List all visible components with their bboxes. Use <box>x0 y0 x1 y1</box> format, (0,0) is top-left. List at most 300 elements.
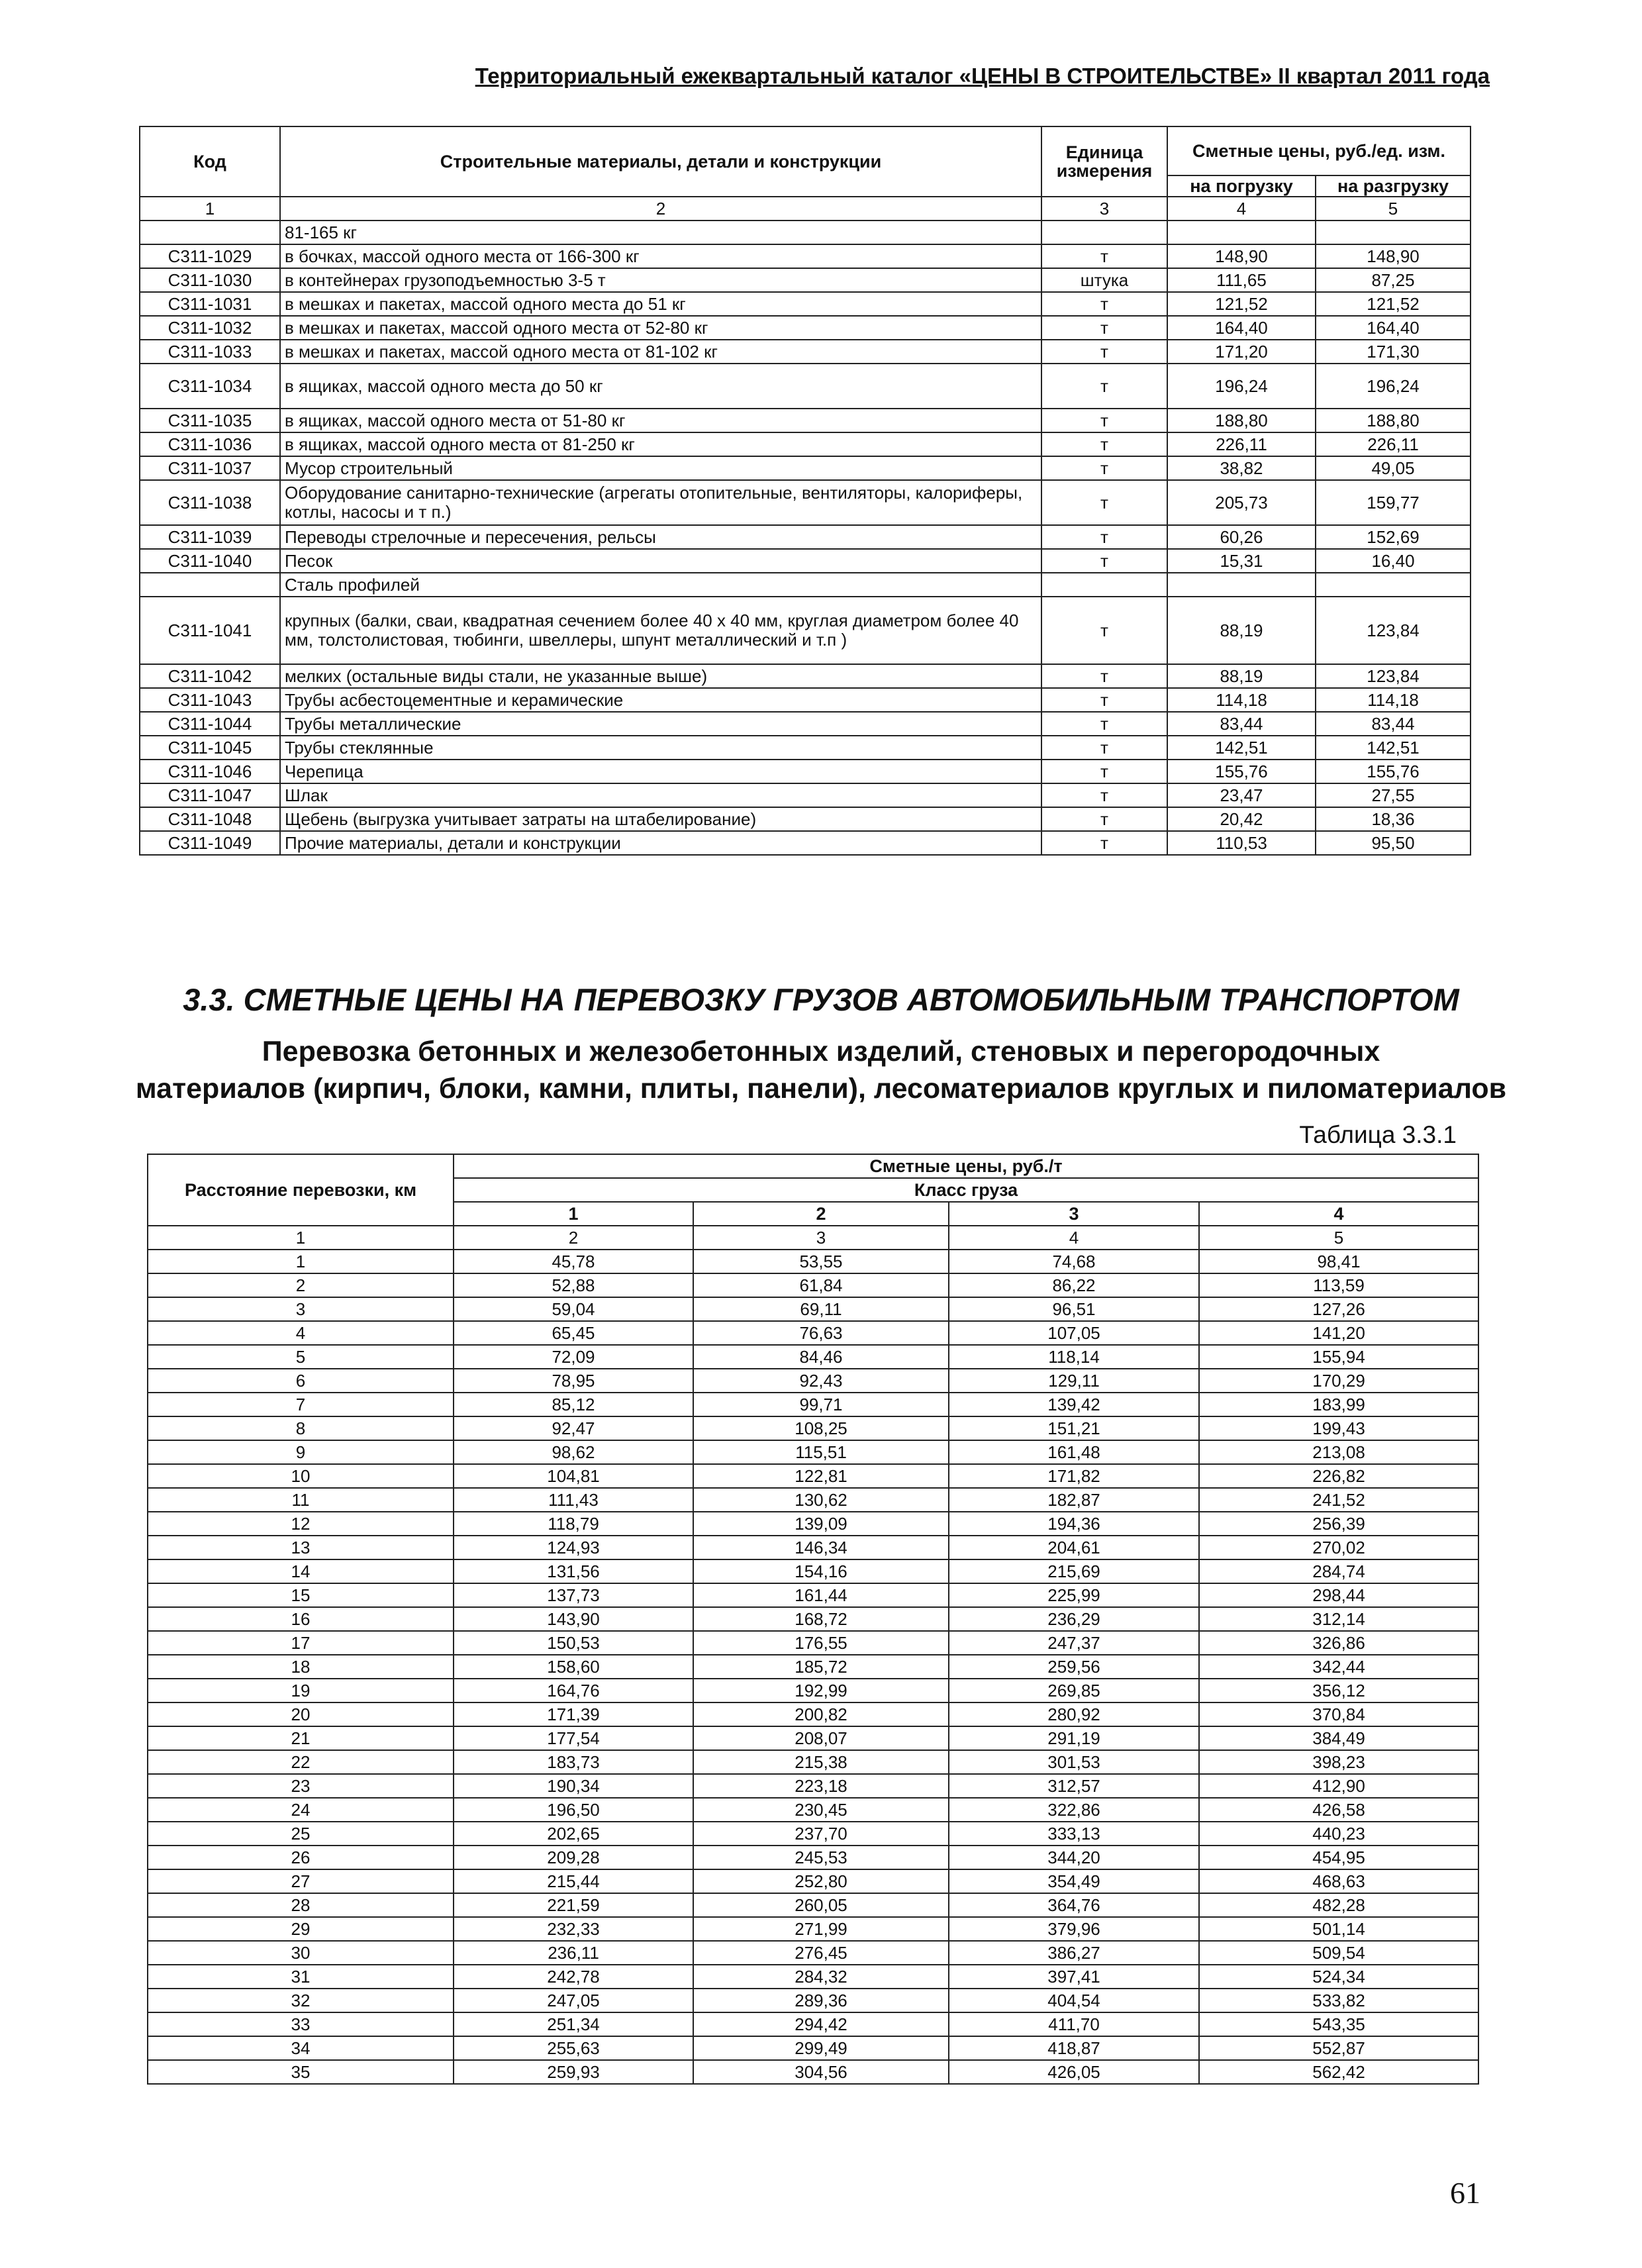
unloading-price: 164,40 <box>1316 316 1471 340</box>
price-class-4: 562,42 <box>1199 2060 1478 2084</box>
price-class-1: 111,43 <box>454 1488 693 1512</box>
price-class-2: 92,43 <box>693 1369 949 1393</box>
price-class-1: 177,54 <box>454 1726 693 1750</box>
price-class-3: 322,86 <box>949 1798 1199 1822</box>
price-class-1: 196,50 <box>454 1798 693 1822</box>
price-class-2: 192,99 <box>693 1679 949 1702</box>
price-class-4: 213,08 <box>1199 1440 1478 1464</box>
loading-price: 38,82 <box>1167 456 1316 480</box>
price-class-4: 326,86 <box>1199 1631 1478 1655</box>
material-name: в ящиках, массой одного места от 51-80 кг <box>280 409 1041 432</box>
distance-km: 11 <box>148 1488 454 1512</box>
page-number: 61 <box>1450 2176 1480 2210</box>
header-distance: Расстояние перевозки, км <box>148 1154 454 1226</box>
price-class-3: 204,61 <box>949 1536 1199 1559</box>
price-class-2: 260,05 <box>693 1893 949 1917</box>
price-class-2: 76,63 <box>693 1321 949 1345</box>
price-class-3: 129,11 <box>949 1369 1199 1393</box>
column-number-row <box>148 1226 1478 1250</box>
material-code: С311-1039 <box>140 525 280 549</box>
table-row <box>140 432 1471 456</box>
price-class-3: 312,57 <box>949 1774 1199 1798</box>
price-class-2: 154,16 <box>693 1559 949 1583</box>
cargo-class-number: 4 <box>1199 1202 1478 1226</box>
material-unit: т <box>1041 831 1167 855</box>
table-row <box>140 807 1471 831</box>
loading-price: 60,26 <box>1167 525 1316 549</box>
price-class-3: 379,96 <box>949 1917 1199 1941</box>
price-class-1: 78,95 <box>454 1369 693 1393</box>
cargo-class-number: 1 <box>454 1202 693 1226</box>
freight-table-body <box>148 1250 1478 2084</box>
table-row <box>148 1393 1478 1416</box>
price-class-3: 280,92 <box>949 1702 1199 1726</box>
material-unit: т <box>1041 316 1167 340</box>
table-row <box>148 2060 1478 2084</box>
price-class-3: 107,05 <box>949 1321 1199 1345</box>
material-unit: т <box>1041 480 1167 525</box>
price-class-4: 543,35 <box>1199 2012 1478 2036</box>
price-class-2: 223,18 <box>693 1774 949 1798</box>
unloading-price: 148,90 <box>1316 244 1471 268</box>
header-prices: Сметные цены, руб./ед. изм. <box>1167 126 1471 175</box>
table-row <box>148 1416 1478 1440</box>
price-class-1: 92,47 <box>454 1416 693 1440</box>
distance-km: 3 <box>148 1297 454 1321</box>
price-class-4: 170,29 <box>1199 1369 1478 1393</box>
price-class-2: 122,81 <box>693 1464 949 1488</box>
material-name: Шлак <box>280 783 1041 807</box>
table-row <box>140 549 1471 573</box>
column-number: 4 <box>949 1226 1199 1250</box>
price-class-3: 354,49 <box>949 1869 1199 1893</box>
table-row <box>140 783 1471 807</box>
price-class-4: 356,12 <box>1199 1679 1478 1702</box>
price-class-4: 241,52 <box>1199 1488 1478 1512</box>
material-name: Черепица <box>280 760 1041 783</box>
loading-price: 226,11 <box>1167 432 1316 456</box>
price-class-3: 194,36 <box>949 1512 1199 1536</box>
unloading-price <box>1316 221 1471 244</box>
cargo-class-number: 2 <box>693 1202 949 1226</box>
price-class-3: 171,82 <box>949 1464 1199 1488</box>
price-class-1: 104,81 <box>454 1464 693 1488</box>
price-class-1: 236,11 <box>454 1941 693 1965</box>
loading-price: 155,76 <box>1167 760 1316 783</box>
material-unit: т <box>1041 432 1167 456</box>
table-row <box>148 1798 1478 1822</box>
price-class-1: 85,12 <box>454 1393 693 1416</box>
distance-km: 33 <box>148 2012 454 2036</box>
price-class-4: 384,49 <box>1199 1726 1478 1750</box>
price-class-3: 418,87 <box>949 2036 1199 2060</box>
price-class-1: 52,88 <box>454 1273 693 1297</box>
material-code: С311-1033 <box>140 340 280 364</box>
price-class-1: 209,28 <box>454 1846 693 1869</box>
material-name: Трубы металлические <box>280 712 1041 736</box>
material-code: С311-1045 <box>140 736 280 760</box>
table-row <box>140 409 1471 432</box>
distance-km: 27 <box>148 1869 454 1893</box>
section-subtitle-line-2: материалов (кирпич, блоки, камни, плиты, панели), лесоматериалов круглых и пиломатериалов <box>135 1073 1507 1105</box>
unloading-price: 188,80 <box>1316 409 1471 432</box>
loading-price: 148,90 <box>1167 244 1316 268</box>
price-class-4: 298,44 <box>1199 1583 1478 1607</box>
price-class-1: 202,65 <box>454 1822 693 1846</box>
unloading-price: 196,24 <box>1316 364 1471 409</box>
material-code <box>140 221 280 244</box>
distance-km: 13 <box>148 1536 454 1559</box>
table-row <box>148 1822 1478 1846</box>
distance-km: 34 <box>148 2036 454 2060</box>
table-row <box>140 480 1471 525</box>
column-number: 2 <box>280 197 1041 221</box>
loading-price: 15,31 <box>1167 549 1316 573</box>
distance-km: 28 <box>148 1893 454 1917</box>
material-code: С311-1044 <box>140 712 280 736</box>
price-class-1: 137,73 <box>454 1583 693 1607</box>
price-class-2: 161,44 <box>693 1583 949 1607</box>
table-row <box>148 1750 1478 1774</box>
material-unit: т <box>1041 549 1167 573</box>
distance-km: 1 <box>148 1250 454 1273</box>
distance-km: 18 <box>148 1655 454 1679</box>
material-code: С311-1046 <box>140 760 280 783</box>
table-row <box>148 1250 1478 1273</box>
price-class-2: 245,53 <box>693 1846 949 1869</box>
loading-price: 83,44 <box>1167 712 1316 736</box>
table-row <box>148 1536 1478 1559</box>
table-row <box>148 1702 1478 1726</box>
distance-km: 10 <box>148 1464 454 1488</box>
section-subtitle <box>0 1033 1642 1107</box>
material-code: С311-1047 <box>140 783 280 807</box>
distance-km: 25 <box>148 1822 454 1846</box>
price-class-3: 397,41 <box>949 1965 1199 1989</box>
table-row <box>148 1989 1478 2012</box>
price-class-2: 200,82 <box>693 1702 949 1726</box>
price-class-2: 237,70 <box>693 1822 949 1846</box>
distance-km: 15 <box>148 1583 454 1607</box>
unloading-price: 87,25 <box>1316 268 1471 292</box>
section-subtitle-line-1: Перевозка бетонных и железобетонных изделий, стеновых и перегородочных <box>262 1036 1380 1067</box>
price-class-2: 230,45 <box>693 1798 949 1822</box>
material-code: С311-1042 <box>140 664 280 688</box>
price-class-3: 236,29 <box>949 1607 1199 1631</box>
material-unit: т <box>1041 712 1167 736</box>
table-row <box>148 1464 1478 1488</box>
table-row <box>148 1321 1478 1345</box>
price-class-3: 161,48 <box>949 1440 1199 1464</box>
material-code: С311-1048 <box>140 807 280 831</box>
unloading-price: 121,52 <box>1316 292 1471 316</box>
distance-km: 4 <box>148 1321 454 1345</box>
material-name: Трубы стеклянные <box>280 736 1041 760</box>
table-row <box>148 1893 1478 1917</box>
table-row <box>140 316 1471 340</box>
table-row <box>148 2012 1478 2036</box>
price-class-4: 454,95 <box>1199 1846 1478 1869</box>
material-code: С311-1040 <box>140 549 280 573</box>
loading-price: 171,20 <box>1167 340 1316 364</box>
price-class-1: 259,93 <box>454 2060 693 2084</box>
unloading-price: 95,50 <box>1316 831 1471 855</box>
column-number: 3 <box>693 1226 949 1250</box>
table-row <box>148 1965 1478 1989</box>
price-class-2: 215,38 <box>693 1750 949 1774</box>
price-class-1: 143,90 <box>454 1607 693 1631</box>
material-unit: т <box>1041 364 1167 409</box>
table-row <box>148 1583 1478 1607</box>
price-class-3: 139,42 <box>949 1393 1199 1416</box>
price-class-1: 150,53 <box>454 1631 693 1655</box>
price-class-3: 96,51 <box>949 1297 1199 1321</box>
price-class-4: 342,44 <box>1199 1655 1478 1679</box>
loading-price <box>1167 573 1316 597</box>
table-row <box>140 525 1471 549</box>
price-class-1: 221,59 <box>454 1893 693 1917</box>
unloading-price <box>1316 573 1471 597</box>
distance-km: 20 <box>148 1702 454 1726</box>
price-class-1: 190,34 <box>454 1774 693 1798</box>
material-code: С311-1034 <box>140 364 280 409</box>
table-row <box>140 573 1471 597</box>
price-class-1: 247,05 <box>454 1989 693 2012</box>
column-number: 1 <box>140 197 280 221</box>
loading-price: 205,73 <box>1167 480 1316 525</box>
material-name: Песок <box>280 549 1041 573</box>
price-class-1: 72,09 <box>454 1345 693 1369</box>
table-row <box>148 1512 1478 1536</box>
material-unit <box>1041 573 1167 597</box>
price-class-3: 386,27 <box>949 1941 1199 1965</box>
unloading-price: 114,18 <box>1316 688 1471 712</box>
loading-price <box>1167 221 1316 244</box>
price-class-4: 226,82 <box>1199 1464 1478 1488</box>
price-class-3: 74,68 <box>949 1250 1199 1273</box>
table-row <box>140 364 1471 409</box>
column-number: 4 <box>1167 197 1316 221</box>
loading-price: 88,19 <box>1167 664 1316 688</box>
table-row <box>140 712 1471 736</box>
table-row <box>148 1297 1478 1321</box>
price-class-4: 440,23 <box>1199 1822 1478 1846</box>
distance-km: 8 <box>148 1416 454 1440</box>
price-class-4: 552,87 <box>1199 2036 1478 2060</box>
distance-km: 12 <box>148 1512 454 1536</box>
material-code: С311-1036 <box>140 432 280 456</box>
price-class-1: 183,73 <box>454 1750 693 1774</box>
loading-price: 23,47 <box>1167 783 1316 807</box>
unloading-price: 155,76 <box>1316 760 1471 783</box>
material-name: Щебень (выгрузка учитывает затраты на штабелирование) <box>280 807 1041 831</box>
table-row <box>148 1369 1478 1393</box>
price-class-4: 509,54 <box>1199 1941 1478 1965</box>
price-class-2: 252,80 <box>693 1869 949 1893</box>
price-class-3: 291,19 <box>949 1726 1199 1750</box>
distance-km: 32 <box>148 1989 454 2012</box>
price-class-1: 131,56 <box>454 1559 693 1583</box>
table-row <box>148 1631 1478 1655</box>
table-row <box>148 1607 1478 1631</box>
table-row <box>140 268 1471 292</box>
loading-price: 110,53 <box>1167 831 1316 855</box>
price-class-3: 404,54 <box>949 1989 1199 2012</box>
material-name: в мешках и пакетах, массой одного места до 51 кг <box>280 292 1041 316</box>
material-name: Трубы асбестоцементные и керамические <box>280 688 1041 712</box>
price-class-1: 98,62 <box>454 1440 693 1464</box>
distance-km: 2 <box>148 1273 454 1297</box>
distance-km: 30 <box>148 1941 454 1965</box>
loading-price: 88,19 <box>1167 597 1316 664</box>
price-class-3: 118,14 <box>949 1345 1199 1369</box>
price-class-4: 256,39 <box>1199 1512 1478 1536</box>
price-class-2: 61,84 <box>693 1273 949 1297</box>
material-unit: штука <box>1041 268 1167 292</box>
table-row <box>148 1655 1478 1679</box>
material-name: в мешках и пакетах, массой одного места от 81-102 кг <box>280 340 1041 364</box>
price-class-3: 344,20 <box>949 1846 1199 1869</box>
table-row <box>148 1846 1478 1869</box>
table-caption: Таблица 3.3.1 <box>1299 1121 1457 1148</box>
table-row <box>148 1488 1478 1512</box>
distance-km: 16 <box>148 1607 454 1631</box>
material-name: Прочие материалы, детали и конструкции <box>280 831 1041 855</box>
price-class-4: 370,84 <box>1199 1702 1478 1726</box>
loading-price: 188,80 <box>1167 409 1316 432</box>
price-class-4: 524,34 <box>1199 1965 1478 1989</box>
distance-km: 21 <box>148 1726 454 1750</box>
table-row <box>148 1941 1478 1965</box>
table-row <box>148 1774 1478 1798</box>
column-number-row <box>140 197 1471 221</box>
table-row <box>140 831 1471 855</box>
unloading-price: 83,44 <box>1316 712 1471 736</box>
price-class-3: 215,69 <box>949 1559 1199 1583</box>
material-name: Оборудование санитарно-технические (агрегаты отопительные, вентиляторы, калориферы, котлы, насосы и т п.) <box>280 480 1041 525</box>
price-class-4: 113,59 <box>1199 1273 1478 1297</box>
price-class-1: 164,76 <box>454 1679 693 1702</box>
price-class-2: 304,56 <box>693 2060 949 2084</box>
price-class-1: 255,63 <box>454 2036 693 2060</box>
table-row <box>140 760 1471 783</box>
unloading-price: 152,69 <box>1316 525 1471 549</box>
column-number: 1 <box>148 1226 454 1250</box>
price-class-1: 215,44 <box>454 1869 693 1893</box>
price-class-2: 130,62 <box>693 1488 949 1512</box>
loading-price: 121,52 <box>1167 292 1316 316</box>
price-class-1: 232,33 <box>454 1917 693 1941</box>
price-class-2: 271,99 <box>693 1917 949 1941</box>
material-unit: т <box>1041 807 1167 831</box>
price-class-2: 276,45 <box>693 1941 949 1965</box>
material-unit: т <box>1041 783 1167 807</box>
price-class-1: 65,45 <box>454 1321 693 1345</box>
unloading-price: 49,05 <box>1316 456 1471 480</box>
distance-km: 5 <box>148 1345 454 1369</box>
price-class-2: 208,07 <box>693 1726 949 1750</box>
material-code: С311-1029 <box>140 244 280 268</box>
distance-km: 23 <box>148 1774 454 1798</box>
price-class-4: 426,58 <box>1199 1798 1478 1822</box>
price-class-1: 118,79 <box>454 1512 693 1536</box>
price-class-1: 124,93 <box>454 1536 693 1559</box>
distance-km: 24 <box>148 1798 454 1822</box>
price-class-4: 98,41 <box>1199 1250 1478 1273</box>
price-class-2: 115,51 <box>693 1440 949 1464</box>
price-class-2: 84,46 <box>693 1345 949 1369</box>
distance-km: 35 <box>148 2060 454 2084</box>
material-name: в мешках и пакетах, массой одного места от 52-80 кг <box>280 316 1041 340</box>
unloading-price: 159,77 <box>1316 480 1471 525</box>
price-class-3: 225,99 <box>949 1583 1199 1607</box>
material-unit: т <box>1041 597 1167 664</box>
material-code: С311-1038 <box>140 480 280 525</box>
price-class-4: 533,82 <box>1199 1989 1478 2012</box>
unloading-price: 171,30 <box>1316 340 1471 364</box>
price-class-3: 269,85 <box>949 1679 1199 1702</box>
price-class-4: 270,02 <box>1199 1536 1478 1559</box>
loading-price: 196,24 <box>1167 364 1316 409</box>
header-code: Код <box>140 126 280 197</box>
price-class-2: 99,71 <box>693 1393 949 1416</box>
column-number: 2 <box>454 1226 693 1250</box>
price-class-2: 289,36 <box>693 1989 949 2012</box>
price-class-1: 242,78 <box>454 1965 693 1989</box>
table-row <box>140 221 1471 244</box>
material-code: С311-1030 <box>140 268 280 292</box>
loading-price: 114,18 <box>1167 688 1316 712</box>
unloading-price: 18,36 <box>1316 807 1471 831</box>
table-row <box>148 1726 1478 1750</box>
table-row <box>140 688 1471 712</box>
price-class-2: 176,55 <box>693 1631 949 1655</box>
price-class-2: 108,25 <box>693 1416 949 1440</box>
material-unit: т <box>1041 456 1167 480</box>
price-class-4: 183,99 <box>1199 1393 1478 1416</box>
cargo-class-number: 3 <box>949 1202 1199 1226</box>
column-number: 3 <box>1041 197 1167 221</box>
loading-price: 111,65 <box>1167 268 1316 292</box>
material-name: в бочках, массой одного места от 166-300 кг <box>280 244 1041 268</box>
price-class-4: 312,14 <box>1199 1607 1478 1631</box>
distance-km: 22 <box>148 1750 454 1774</box>
materials-table-body <box>140 221 1471 855</box>
price-class-3: 333,13 <box>949 1822 1199 1846</box>
price-class-3: 301,53 <box>949 1750 1199 1774</box>
price-class-1: 59,04 <box>454 1297 693 1321</box>
table-row <box>140 456 1471 480</box>
price-class-4: 482,28 <box>1199 1893 1478 1917</box>
price-class-2: 168,72 <box>693 1607 949 1631</box>
header-materials: Строительные материалы, детали и конструкции <box>280 126 1041 197</box>
material-unit: т <box>1041 525 1167 549</box>
table-row <box>148 2036 1478 2060</box>
material-name: в ящиках, массой одного места до 50 кг <box>280 364 1041 409</box>
distance-km: 31 <box>148 1965 454 1989</box>
material-code: С311-1032 <box>140 316 280 340</box>
material-code <box>140 573 280 597</box>
unloading-price: 16,40 <box>1316 549 1471 573</box>
distance-km: 9 <box>148 1440 454 1464</box>
price-class-2: 185,72 <box>693 1655 949 1679</box>
header-unloading: на разгрузку <box>1316 175 1471 197</box>
material-name: Переводы стрелочные и пересечения, рельсы <box>280 525 1041 549</box>
table-row <box>148 1559 1478 1583</box>
price-class-1: 45,78 <box>454 1250 693 1273</box>
distance-km: 7 <box>148 1393 454 1416</box>
material-unit: т <box>1041 664 1167 688</box>
